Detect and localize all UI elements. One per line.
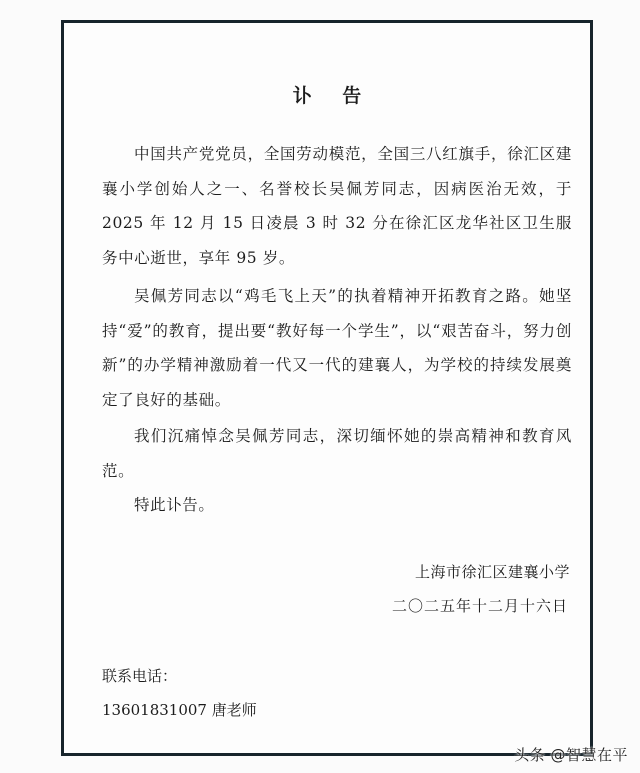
contact-label: 联系电话： — [102, 667, 178, 685]
contact-phone: 13601831007 唐老师 — [102, 701, 257, 719]
obituary-document — [61, 20, 593, 756]
document-title: 讣 告 — [292, 85, 374, 107]
paragraph-mourning: 我们沉痛悼念吴佩芳同志，深切缅怀她的崇高精神和教育风范。 — [102, 427, 572, 480]
paragraph-announcement: 中国共产党党员，全国劳动模范，全国三八红旗手，徐汇区建襄小学创始人之一、名誉校长吴佩芳同志，因病医治无效，于 2025 年 12 月 15 日凌晨 3 时 32 分在徐汇区龙华社区卫生服务中心逝世，享年 95 岁。 — [102, 145, 572, 267]
paragraph-achievements: 吴佩芳同志以“鸡毛飞上天”的执着精神开拓教育之路。她坚持“爱”的教育，提出要“教好每一个学生”，以“艰苦奋斗，努力创新”的办学精神激励着一代又一代的建襄人，为学校的持续发展奠定了良好的基础。 — [102, 287, 572, 409]
paragraph-closing: 特此讣告。 — [134, 496, 215, 514]
source-watermark: 头条 @智慧在平 — [514, 746, 628, 764]
signature-date: 二〇二五年十二月十六日 — [391, 597, 568, 615]
signature-organization: 上海市徐汇区建襄小学 — [414, 563, 570, 581]
